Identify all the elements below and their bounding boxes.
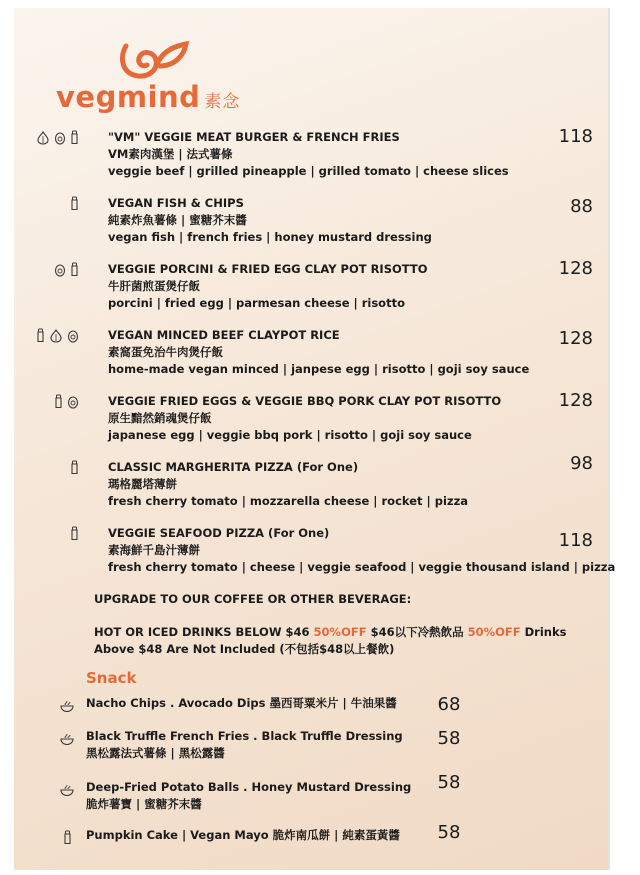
item-description: japanese egg | veggie bbq pork | risotto | goji soy sauce — [108, 428, 472, 442]
snack-name: Black Truffle French Fries . Black Truffle Dressing — [86, 729, 403, 743]
upgrade-title: UPGRADE TO OUR COFFEE OR OTHER BEVERAGE: — [94, 592, 412, 606]
brand-name: vegmind — [56, 80, 201, 114]
item-description: fresh cherry tomato | cheese | veggie seafood | veggie thousand island | pizza — [108, 560, 616, 574]
item-name-zh: 純素炸魚薯條 | 蜜糖芥末醬 — [108, 213, 247, 227]
item-description: porcini | fried egg | parmesan cheese | risotto — [108, 296, 405, 310]
item-name-zh: 原生黯然銷魂煲仔飯 — [108, 411, 212, 425]
snack-name-zh: 黑松露法式薯條 | 黑松露醬 — [86, 746, 225, 760]
item-description: home-made vegan minced | janpese egg | risotto | goji soy sauce — [108, 362, 530, 376]
brand-wordmark — [56, 80, 240, 114]
garlic-icon — [49, 329, 63, 343]
snack-icon-wrap — [59, 782, 75, 801]
dietary-icons — [36, 328, 79, 343]
snack-price: 58 — [437, 728, 461, 749]
snack-item — [86, 779, 446, 813]
item-name-en: VEGGIE FRIED EGGS & VEGGIE BBQ PORK CLAY POT RISOTTO — [108, 394, 502, 408]
milk-icon — [36, 328, 45, 343]
item-price: 128 — [558, 258, 593, 279]
snack-item — [86, 695, 446, 712]
item-name-en: VEGAN FISH & CHIPS — [108, 196, 244, 210]
menu-item — [108, 393, 548, 444]
discount-badge-zh: 50%OFF — [467, 625, 521, 639]
menu-item — [108, 459, 548, 510]
menu-item — [108, 261, 548, 312]
vegan-bottle-icon — [63, 830, 72, 845]
milk-icon — [70, 262, 79, 277]
dietary-icons — [54, 262, 79, 277]
item-price: 98 — [570, 453, 593, 474]
item-price: 118 — [558, 126, 593, 147]
upgrade-text-e: Drinks — [524, 625, 567, 639]
snack-price: 58 — [437, 772, 461, 793]
snack-name: Nacho Chips . Avocado Dips 墨西哥粟米片 | 牛油果醬 — [86, 696, 397, 710]
upgrade-line-2: Above $48 Are Not Included (不包括$48以上餐飲) — [94, 642, 395, 656]
brand-name-zh: 素念 — [204, 92, 241, 112]
item-name-zh: 素海鮮千島汁薄餅 — [108, 543, 200, 557]
item-name-en: VEGGIE PORCINI & FRIED EGG CLAY POT RISOTTO — [108, 262, 428, 276]
logo-mark-icon — [114, 36, 194, 86]
milk-icon — [54, 394, 63, 409]
item-price: 128 — [558, 390, 593, 411]
upgrade-text-zh: $46以下冷熱飲品 — [370, 625, 464, 639]
menu-item — [108, 129, 548, 180]
item-description: fresh cherry tomato | mozzarella cheese | rocket | pizza — [108, 494, 469, 508]
bowl-icon — [59, 732, 75, 746]
upgrade-block — [94, 591, 574, 658]
egg-icon — [54, 263, 66, 277]
snack-section-title: Snack — [86, 669, 137, 687]
item-name-en: "VM" VEGGIE MEAT BURGER & FRENCH FRIES — [108, 130, 400, 144]
dietary-icons — [36, 130, 79, 145]
vegan-bottle-icon — [70, 196, 79, 211]
milk-icon — [70, 130, 79, 145]
snack-item — [86, 827, 446, 844]
dietary-icons — [70, 196, 79, 211]
snack-icon-wrap — [59, 731, 75, 750]
bowl-icon — [59, 783, 75, 797]
upgrade-text-a: HOT OR ICED DRINKS BELOW $46 — [94, 625, 310, 639]
dietary-icons — [70, 460, 79, 475]
milk-icon — [70, 460, 79, 475]
upgrade-line-1 — [94, 624, 574, 641]
snack-name-zh: 脆炸薯寶 | 蜜糖芥末醬 — [86, 797, 202, 811]
dietary-icons — [54, 394, 79, 409]
snack-name: Deep-Fried Potato Balls . Honey Mustard Dressing — [86, 780, 412, 794]
discount-badge-en: 50%OFF — [313, 625, 367, 639]
item-price: 128 — [558, 328, 593, 349]
snack-price: 58 — [437, 822, 461, 843]
item-name-en: CLASSIC MARGHERITA PIZZA (For One) — [108, 460, 359, 474]
snack-icon-wrap — [63, 830, 72, 849]
item-price: 118 — [558, 530, 593, 551]
item-description: vegan fish | french fries | honey mustard dressing — [108, 230, 432, 244]
snack-name: Pumpkin Cake | Vegan Mayo 脆炸南瓜餅 | 純素蛋黃醬 — [86, 828, 400, 842]
item-name-en: VEGAN MINCED BEEF CLAYPOT RICE — [108, 328, 340, 342]
egg-icon — [67, 329, 79, 343]
milk-icon — [70, 526, 79, 541]
egg-icon — [67, 395, 79, 409]
snack-price: 68 — [437, 694, 461, 715]
menu-item — [108, 327, 548, 378]
item-description: veggie beef | grilled pineapple | grilled tomato | cheese slices — [108, 164, 509, 178]
bowl-icon — [59, 699, 75, 713]
egg-icon — [54, 131, 66, 145]
item-name-zh: 牛肝菌煎蛋煲仔飯 — [108, 279, 200, 293]
item-name-zh: 瑪格麗塔薄餅 — [108, 477, 177, 491]
garlic-icon — [36, 131, 50, 145]
dietary-icons — [70, 526, 79, 541]
item-name-en: VEGGIE SEAFOOD PIZZA (For One) — [108, 526, 330, 540]
item-name-zh: 素窩蛋免治牛肉煲仔飯 — [108, 345, 223, 359]
item-price: 88 — [570, 196, 593, 217]
item-name-zh: VM素肉漢堡 | 法式薯條 — [108, 147, 233, 161]
snack-item — [86, 728, 446, 762]
snack-icon-wrap — [59, 698, 75, 717]
menu-item — [108, 195, 548, 246]
